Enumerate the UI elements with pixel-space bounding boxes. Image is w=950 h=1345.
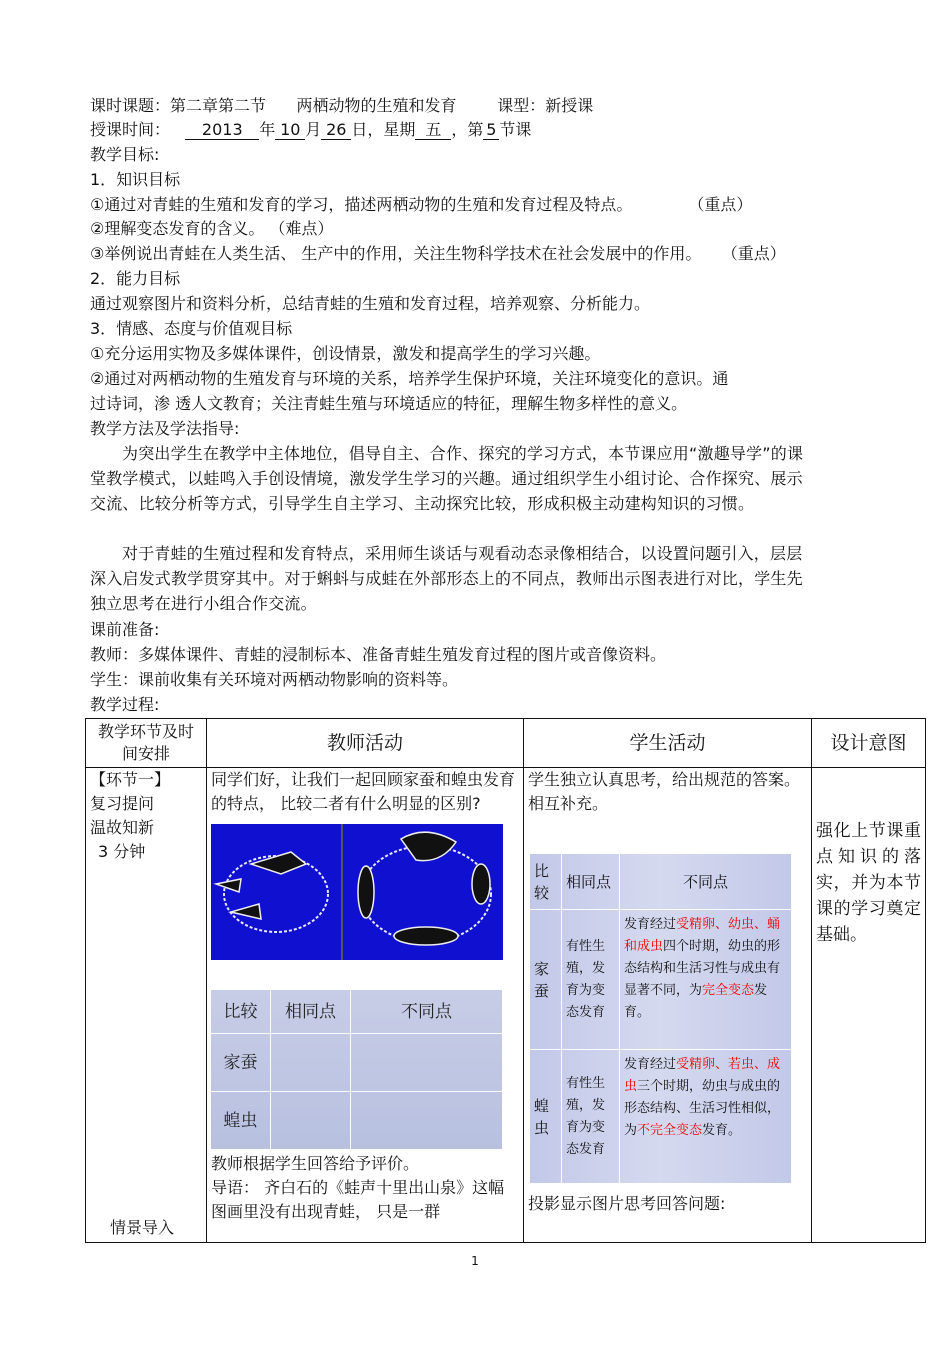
silkworm-locust-image bbox=[211, 824, 503, 960]
goal-emotion-2b: 过诗词，渗 透人文教育；关注青蛙生殖与环境适应的特征，理解生物多样性的意义。 bbox=[90, 394, 688, 413]
goal-knowledge-2: ②理解变态发育的含义。 （难点） bbox=[90, 219, 334, 238]
lesson-title-line: 课时课题：第二章第二节 两栖动物的生殖和发育 课型：新授课 bbox=[90, 96, 594, 115]
prep-teacher: 教师：多媒体课件、青蛙的浸制标本、准备青蛙生殖发育过程的图片或音像资料。 bbox=[90, 645, 667, 664]
process-table bbox=[85, 718, 926, 1243]
goal-ability: 2．能力目标 bbox=[90, 269, 181, 288]
methods-title: 教学方法及学法指导: bbox=[90, 419, 240, 438]
comparison-answer-table-image: 比较 相同点 不同点 家蚕 有性生殖，发育为变态发育 发育经过受精卵、幼虫、蛹和成虫四个时期，幼虫的形态结构和生活习性与成虫有显著不同，为完全变态发育。 蝗虫 有性生殖，发育为变态发育 发育经过受精卵、若虫、成虫三个时期，幼虫与成虫的形态结构、生活习性相似，为不完全变态发育。 bbox=[530, 854, 792, 1184]
stage-next: 情景导入 bbox=[110, 1218, 175, 1237]
methods-paragraph-2: 对于青蛙的生殖过程和发育特点，采用师生谈话与观看动态录像相结合，以设置问题引入，层层深入启发式教学贯穿其中。对于蝌蚪与成蛙在外部形态上的不同点，教师出示图表进行对比，学生先独立思考在进行小组合作交流。 bbox=[90, 544, 803, 613]
stage-cell: 【环节一】 复习提问 温故知新 3 分钟 情景导入 bbox=[86, 768, 207, 1243]
image-divider bbox=[341, 824, 343, 960]
header-intent: 设计意图 bbox=[812, 719, 926, 768]
intent-cell: 强化上节课重点知识的落实，并为本节课的学习奠定基础。 bbox=[812, 768, 926, 1243]
prep-student: 学生：课前收集有关环境对两栖动物影响的资料等。 bbox=[90, 670, 459, 689]
table-header-row bbox=[86, 719, 926, 768]
teacher-cell: 同学们好，让我们一起回顾家蚕和蝗虫发育的特点， 比较二者有什么明显的区别? 比较 相同点 不同点 家蚕 蝗虫 教师根据学生回答给予评价。 导语： 齐白石的《蛙声十里出山泉》这幅图画里没有出现青蛙， 只是一群 bbox=[207, 768, 524, 1243]
goal-knowledge-3: ③举例说出青蛙在人类生活、 生产中的作用，关注生物科学技术在社会发展中的作用。 （重点） bbox=[90, 244, 786, 263]
header-teacher: 教师活动 bbox=[207, 719, 524, 768]
goal-knowledge: 1．知识目标 bbox=[90, 170, 181, 189]
prep-title: 课前准备: bbox=[90, 620, 160, 639]
life-cycle-drawing bbox=[211, 824, 503, 960]
page-number: 1 bbox=[471, 1254, 479, 1268]
goal-knowledge-1: ①通过对青蛙的生殖和发育的学习，描述两栖动物的生殖和发育过程及特点。 （重点） bbox=[90, 195, 753, 214]
goal-emotion: 3．情感、态度与价值观目标 bbox=[90, 319, 293, 338]
lesson-time-line: 授课时间： 2013 年 10 月 26 日，星期 五 ，第 5 节课 bbox=[90, 120, 532, 139]
table-row bbox=[86, 768, 926, 1243]
methods-paragraph-1: 为突出学生在教学中主体地位，倡导自主、合作、探究的学习方式，本节课应用“激趣导学”的课堂教学模式，以蛙鸣入手创设情境，激发学生学习的兴趣。通过组织学生小组讨论、合作探究、展示交流、比较分析等方式，引导学生自主学习、主动探究比较，形成积极主动建构知识的习惯。 bbox=[90, 444, 804, 513]
student-cell: 学生独立认真思考，给出规范的答案。相互补充。 比较 相同点 不同点 家蚕 有性生殖，发育为变态发育 发育经过受精卵、幼虫、蛹和成虫四个时期，幼虫的形态结构和生活习性与成虫有显著不同，为完全变态发育。 蝗虫 有性生殖，发育为变态发育 发育经过受精卵、若虫、成虫三个时期，幼虫与成虫的形态结构、生活习性相似，为不完全变态发育。 投影显示图片思考回答问题: bbox=[524, 768, 812, 1243]
process-title: 教学过程: bbox=[90, 695, 160, 714]
header-stage: 教学环节及时间安排 bbox=[86, 719, 207, 768]
goal-ability-1: 通过观察图片和资料分析，总结青蛙的生殖和发育过程，培养观察、分析能力。 bbox=[90, 294, 651, 313]
goal-emotion-1: ①充分运用实物及多媒体课件，创设情景，激发和提高学生的学习兴趣。 bbox=[90, 344, 601, 363]
goals-title: 教学目标: bbox=[90, 145, 160, 164]
comparison-blank-table-image: 比较 相同点 不同点 家蚕 蝗虫 bbox=[211, 990, 503, 1150]
goal-emotion-2a: ②通过对两栖动物的生殖发育与环境的关系，培养学生保护环境，关注环境变化的意识。通 bbox=[90, 369, 729, 388]
header-student: 学生活动 bbox=[524, 719, 812, 768]
